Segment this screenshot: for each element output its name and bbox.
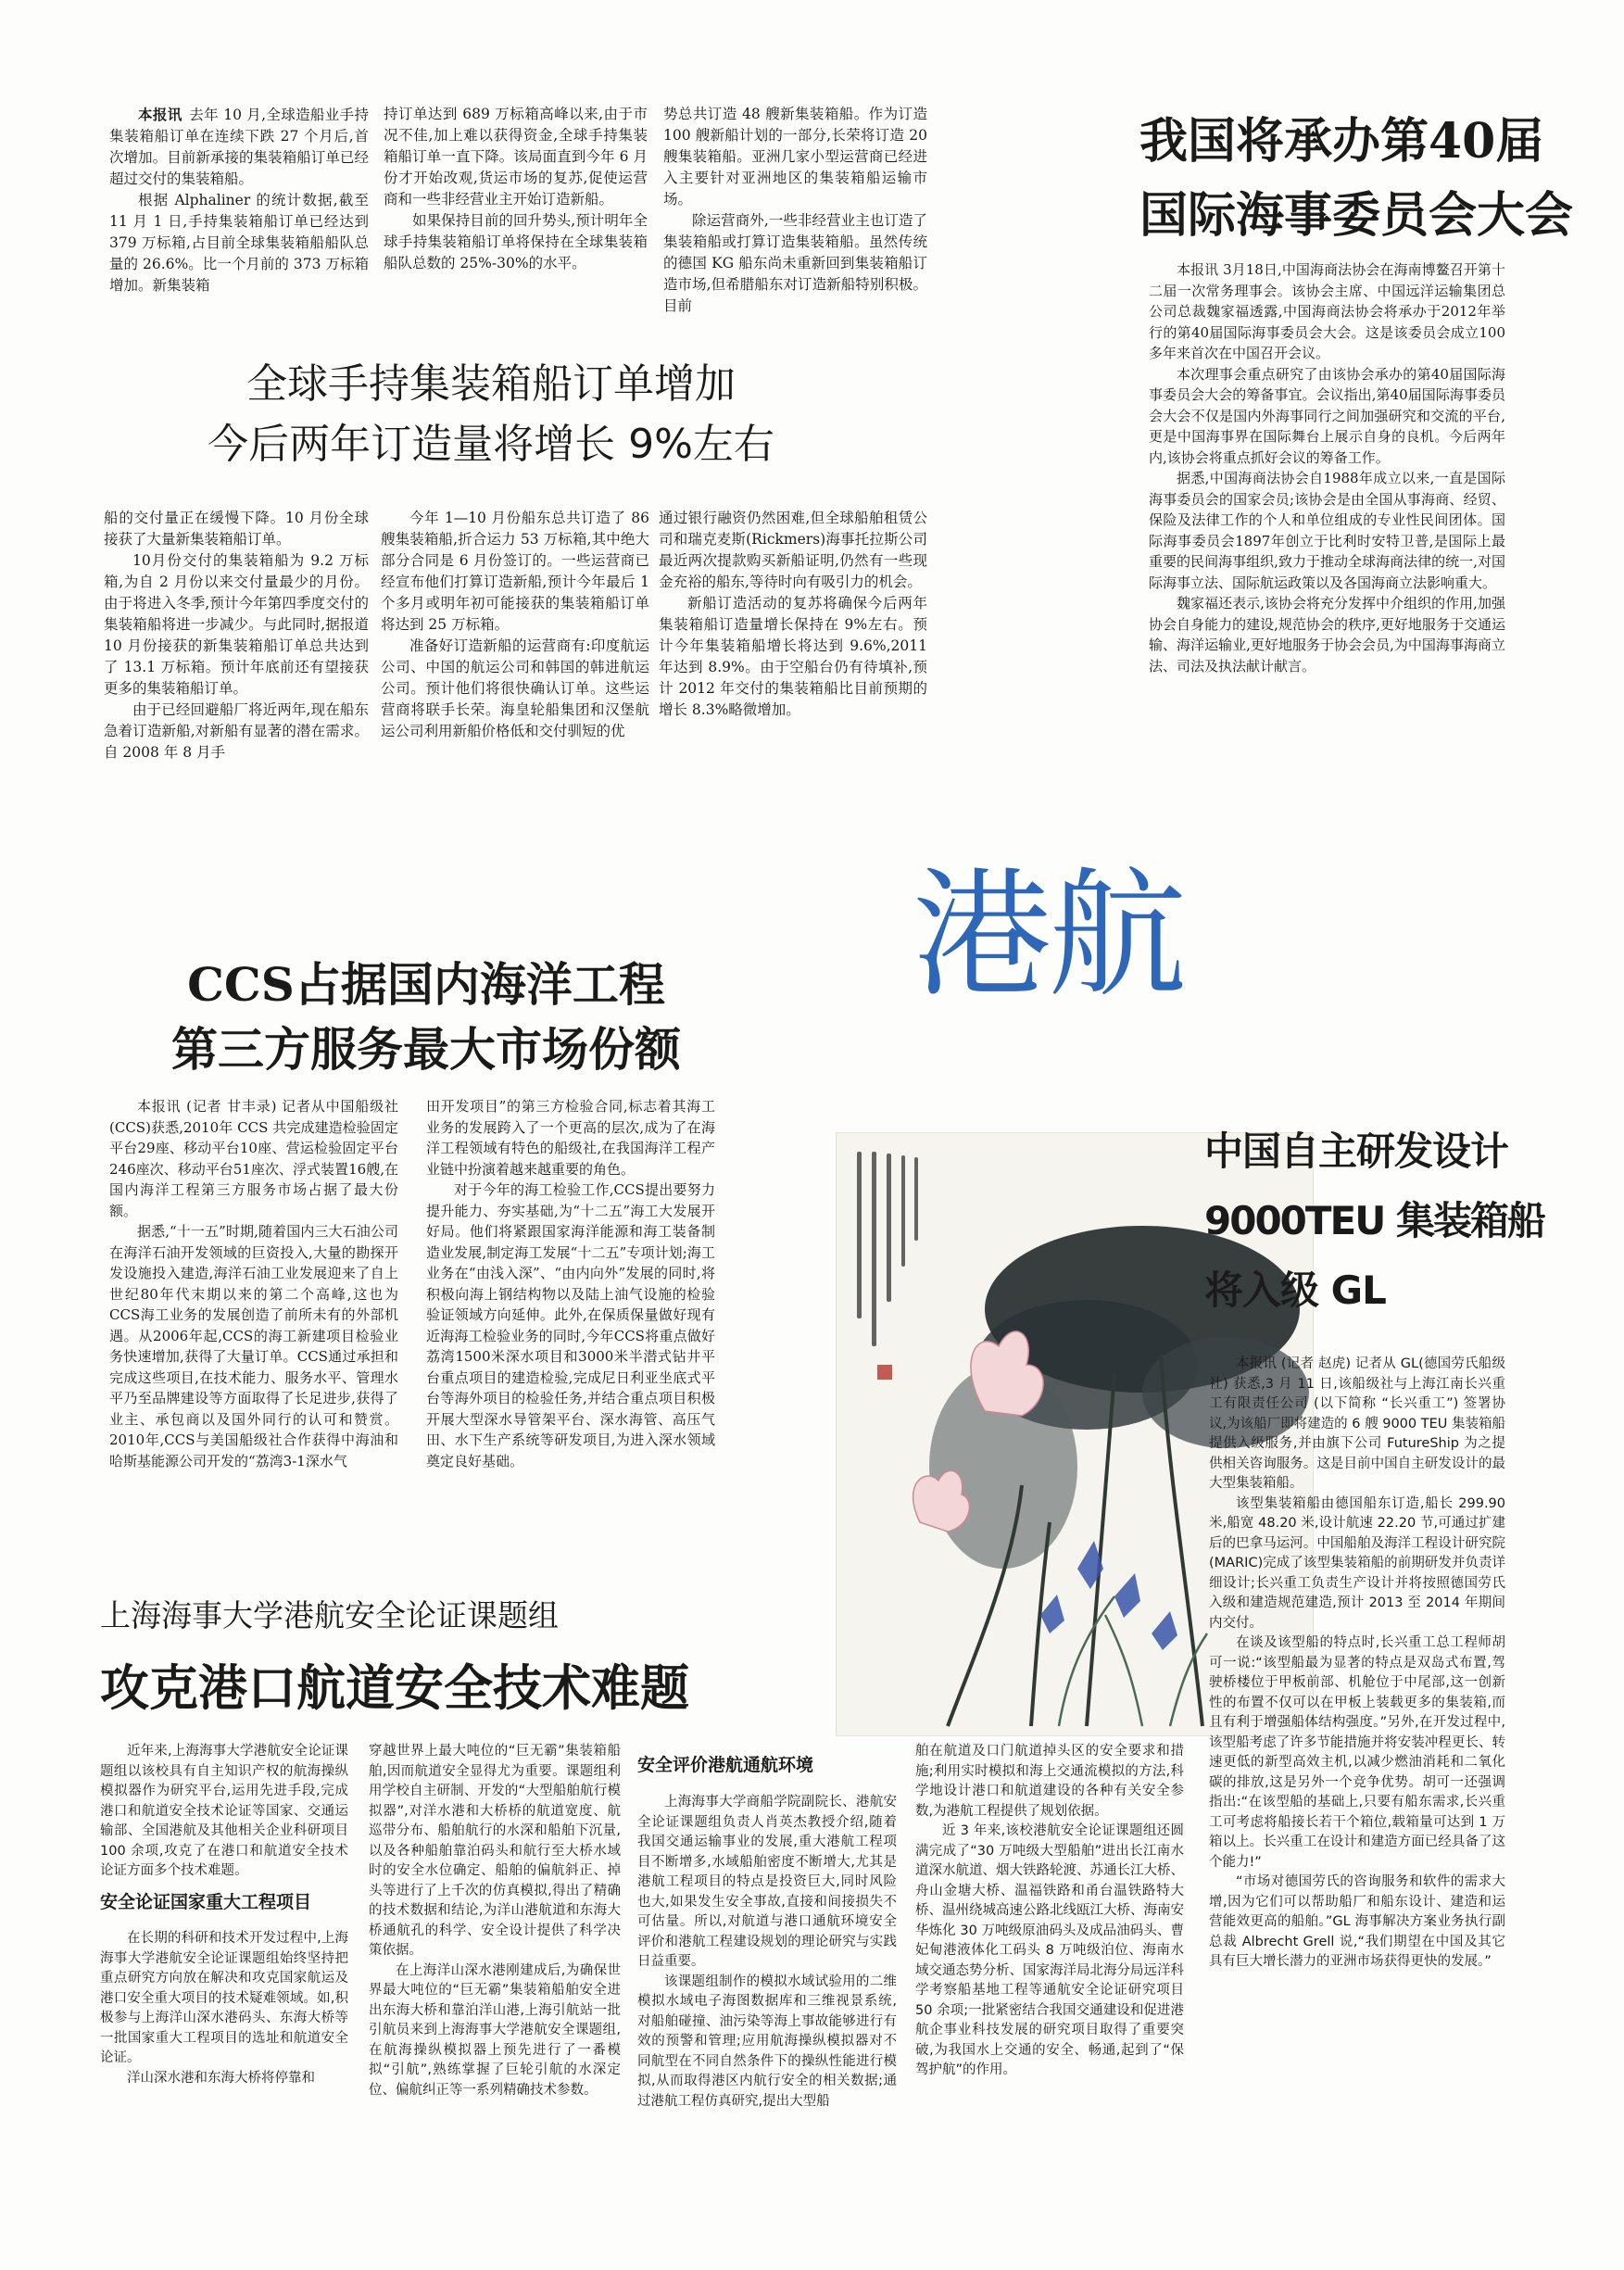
paragraph: 准备好订造新船的运营商有:印度航运公司、中国的航运公司和韩国的韩进航运公司。预计他们将很快确认订单。这些运营商将联手长荣。海皇轮船集团和汉堡航运公司利用新船价格低和交付驯短的优 bbox=[381, 637, 649, 739]
paragraph: 该型集装箱船由德国船东订造,船长 299.90 米,船宽 48.20 米,设计航速 22.20 节,可通过扩建后的巴拿马运河。中国船舶及海洋工程设计研究院(MARIC)完成了该型集装箱船的前期研发并负责详细设计;长兴重工负责生产设计并将按照德国劳氏入级和建造规范建造,预计 2013 至 2014 年期间内交付。 bbox=[1209, 1495, 1505, 1631]
paragraph: 本报讯 (记者 甘丰录) 记者从中国船级社(CCS)获悉,2010年 CCS 共完成建造检验固定平台29座、移动平台10座、营运检验固定平台246座次、移动平台51座次、浮式装置16艘,在国内海洋工程第三方服务市场占据了最大份额。 bbox=[109, 1098, 398, 1219]
ccs-article-col-1 bbox=[109, 1096, 398, 1550]
cmi-article-body bbox=[1149, 259, 1505, 825]
shipping-article-lower-col-2 bbox=[381, 508, 649, 786]
paragraph: 本报讯 (记者 赵虎) 记者从 GL(德国劳氏船级社) 获悉,3 月 11 日,该船级社与上海江南长兴重工有限责任公司 (以下简称 “长兴重工”) 签署协议,为该船厂即将建造的 6 艘 9000 TEU 集装箱船提供入级服务,并由旗下公司 FutureShip 为之提供相关咨询服务。这是目前中国自主研发设计的最大型集装箱船。 bbox=[1209, 1356, 1505, 1491]
paragraph: 舶在航道及口门航道掉头区的安全要求和措施;利用实时模拟和海上交通流模拟的方法,科学地设计港口和航道建设的各种有关安全参数,为港航工程提供了规划依据。 bbox=[915, 1744, 1184, 1819]
paragraph: 本报讯 3月18日,中国海商法协会在海南博鳌召开第十二届一次常务理事会。该协会主席、中国远洋运输集团总公司总裁魏家福透露,中国海商法协会将承办于2012年举行的第40届国际海事委员会大会。这是该委员会成立100多年来首次在中国召开会议。 bbox=[1149, 261, 1505, 361]
paragraph: 持订单达到 689 万标箱高峰以来,由于市况不佳,加上难以获得资金,全球手持集装箱船订单一直下降。该局面直到今年 6 月份才开始改观,货运市场的复苏,促使运营商和一些非经营业主开始订造新船。 bbox=[384, 106, 648, 208]
paragraph: 田开发项目”的第三方检验合同,标志着其海工业务的发展跨入了一个更高的层次,成为了在海洋工程领域有特色的船级社,在我国海洋工程产业链中扮演着越来越重要的角色。 bbox=[426, 1098, 715, 1178]
cmi-headline-line-1: 我国将承办第40届 bbox=[1139, 113, 1544, 170]
paragraph: 据悉,中国海商法协会自1988年成立以来,一直是国际海事委员会的国家会员;该协会是由全国从事海商、经贸、保险及法律工作的个人和单位组成的专业性民间团体。国际海事委员会1897年创立于比利时安特卫普,是国际上最重要的民间海事组织,致力于推动全球海商法律的统一,对国际海事立法、国际航运政策以及各国海商立法影响重大。 bbox=[1149, 470, 1505, 591]
gl-headline-line-1: 中国自主研发设计 bbox=[1204, 1129, 1509, 1174]
shipping-article-upper-col-1 bbox=[109, 104, 369, 317]
paragraph: 在谈及该型船的特点时,长兴重工总工程师胡可一说:“该型船最为显著的特点是双岛式布置,驾驶桥楼位于甲板前部、机舱位于中尾部,这一创新性的布置不仅可以在甲板上装载更多的集装箱,而且有利于增强船体结构强度。”另外,在开发过程中,该型船考虑了许多节能措施并将安装冲程更长、转速更低的新型高效主机,以减少燃油消耗和二氧化碳的排放,这是另外一个竞争优势。胡可一还强调指出:“在该型船的基础上,只要有船东需求,长兴重工可考虑将船接长若干个箱位,载箱量可达到 1 万箱以上。长兴重工在设计和建造方面已经具备了这个能力!” bbox=[1209, 1635, 1505, 1870]
paragraph: 新船订造活动的复苏将确保今后两年集装箱船订造量增长保持在 9%左右。预计今年集装箱船增长将达到 9.6%,2011 年达到 8.9%。由于空船台仍有待填补,预计 2012 年交付的集装箱船比目前预期的增长 8.3%略微增加。 bbox=[659, 595, 927, 718]
paragraph: 今年 1—10 月份船东总共订造了 86 艘集装箱船,折合运力 53 万标箱,其中绝大部分合同是 6 月份签订的。一些运营商已经宣布他们打算订造新船,预计今年最后 1 个多月或明年初可能接获的集装箱船订单将达到 25 万标箱。 bbox=[381, 510, 649, 633]
paragraph: 对于今年的海工检验工作,CCS提出要努力提升能力、夯实基础,为“十二五”海工大发展开好局。他们将紧跟国家海洋能源和海工装备制造业发展,制定海工发展“十二五”专项计划;海工业务在“由浅入深”、“由内向外”发展的同时,将积极向海上钢结构物以及陆上油气设施的检验验证领域方向延伸。此外,在保质保量做好现有近海海工检验业务的同时,今年CCS将重点做好荔湾1500米深水项目和3000米半潜式钻井平台重点项目的建造检验,完成尼日利亚坐底式平台等海外项目的检验任务,并结合重点项目积极开展大型深水导管架平台、深水海管、高压气田、水下生产系统等研发项目,为进入深水领域奠定良好基础。 bbox=[426, 1181, 715, 1469]
smu-article-col-2 bbox=[369, 1742, 621, 2228]
shipping-article-upper-col-2 bbox=[384, 104, 648, 317]
paragraph: “市场对德国劳氏的咨询服务和软件的需求大增,因为它们可以帮助船厂和船东设计、建造和运营能效更高的船舶。”GL 海事解决方案业务执行副总裁 Albrecht Grell 说,“我们期望在中国及其它具有巨大增长潜力的亚洲市场获得更快的发展。” bbox=[1209, 1874, 1505, 1969]
ccs-headline-line-1: CCS占据国内海洋工程 bbox=[187, 957, 665, 1012]
paragraph: 如果保持目前的回升势头,预计明年全球手持集装箱船订单将保持在全球集装箱船队总数的 25%-30%的水平。 bbox=[384, 212, 648, 271]
smu-article-col-1 bbox=[100, 1742, 348, 1878]
smu-article-col-1b bbox=[100, 1929, 348, 2226]
byline: 本报讯 bbox=[138, 106, 183, 123]
paragraph: 魏家福还表示,该协会将充分发挥中介组织的作用,加强协会自身能力的建设,规范协会的秩序,更好地服务于交通运输、海洋运输业,更好地服务于协会会员,为中国海事海商立法、司法及执法献计献言。 bbox=[1149, 595, 1505, 675]
section-label: 港航 bbox=[913, 855, 1184, 1016]
ccs-headline-line-2: 第三方服务最大市场份额 bbox=[171, 1022, 681, 1077]
shipping-article-lower-col-3 bbox=[659, 508, 927, 786]
paragraph: 船的交付量正在缓慢下降。10 月份全球接获了大量新集装箱船订单。 bbox=[104, 510, 369, 548]
paragraph: 除运营商外,一些非经营业主也订造了集装箱船或打算订造集装箱船。虽然传统的德国 KG 船东尚未重新回到集装箱船订造市场,但希腊船东对订造新船特别积极。目前 bbox=[663, 212, 927, 314]
paragraph: 该课题组制作的模拟水域试验用的二维模拟水域电子海图数据库和三维视景系统,对船舶碰撞、油污染等海上事故能够进行有效的预警和管理;应用航海操纵模拟器对不同航型在不同自然条件下的操纵性能进行模拟,从而取得港区内航行安全的相关数据;通过港航工程仿真研究,提出大型船 bbox=[637, 1974, 897, 2109]
shipping-headline-line-1: 全球手持集装箱船订单增加 bbox=[246, 360, 736, 408]
gl-headline-line-3: 将入级 GL bbox=[1204, 1267, 1386, 1313]
cmi-headline-line-2: 国际海事委员会大会 bbox=[1139, 187, 1574, 244]
paragraph: 本报讯 去年 10 月,全球造船业手持集装箱船订单在连续下跌 27 个月后,首次增加。目前新承接的集装箱船订单已经超过交付的集装箱船。 bbox=[109, 106, 369, 187]
paragraph: 由于已经回避船厂将近两年,现在船东急着订造新船,对新船有显著的潜在需求。自 2008 年 8 月手 bbox=[104, 701, 369, 761]
paragraph: 近年来,上海海事大学港航安全论证课题组以该校具有自主知识产权的航海操纵模拟器作为研究平台,运用先进手段,完成港口和航道安全技术论证等国家、交通运输部、全国港航及其他相关企业科研项目 100 余项,攻克了在港口和航道安全技术论证方面多个技术难题。 bbox=[100, 1744, 348, 1878]
paragraph: 穿越世界上最大吨位的“巨无霸”集装箱船舶,因而航道安全显得尤为重要。课题组利用学校自主研制、开发的“大型船舶航行模拟器”,对洋水港和大桥桥的航道宽度、航巡带分布、船舶航行的水深和船舶下沉量,以及各种船舶靠泊码头和航行至大桥水域时的安全水位确定、船舶的偏航斜正、掉头等进行了上千次的仿真模拟,得出了精确的技术数据和结论,为洋山港航道和东海大桥通航孔的科学、安全设计提供了科学决策依据。 bbox=[369, 1744, 621, 1958]
paragraph: 在长期的科研和技术开发过程中,上海海事大学港航安全论证课题组始终坚持把重点研究方向放在解决和攻克国家航运及港口安全重大项目的技术疑难领域。如,积极参与上海洋山深水港码头、东海大桥等一批国家重大工程项目的选址和航道安全论证。 bbox=[100, 1931, 348, 2065]
smu-kicker: 上海海事大学港航安全论证课题组 bbox=[100, 1597, 559, 1633]
paragraph: 势总共订造 48 艘新集装箱船。作为订造 100 艘新船计划的一部分,长荣将订造 20 艘集装箱船。亚洲几家小型运营商已经进入主要针对亚洲地区的集装箱船运输市场。 bbox=[663, 106, 927, 208]
paragraph: 通过银行融资仍然困难,但全球船舶租赁公司和瑞克麦斯(Rickmers)海事托拉斯公司最近两次提款购买新船证明,仍然有一些现金充裕的船东,等待时向有吸引力的机会。 bbox=[659, 510, 927, 590]
smu-subhead-2: 安全评价港航通航环境 bbox=[637, 1755, 814, 1775]
gl-headline-line-2: 9000TEU 集装箱船 bbox=[1204, 1198, 1544, 1243]
shipping-headline-line-2: 今后两年订造量将增长 9%左右 bbox=[208, 421, 774, 468]
smu-article-col-4 bbox=[915, 1742, 1184, 2228]
smu-headline: 攻克港口航道安全技术难题 bbox=[100, 1660, 689, 1717]
paragraph: 上海海事大学商船学院副院长、港航安全论证课题组负责人肖英杰教授介绍,随着我国交通运输事业的发展,重大港航工程项目不断增多,水域船舶密度不断增大,尤其是港航工程项目的特点是投资巨大,同时风险也大,如果发生安全事故,直接和间接损失不可估量。所以,对航道与港口通航环境安全评价和港航工程建设规划的理论研究与实践日益重要。 bbox=[637, 1795, 897, 1969]
paragraph: 本次理事会重点研究了由该协会承办的第40届国际海事委员会大会的筹备事宜。会议指出,第40届国际海事委员会大会不仅是国内外海事同行之间加强研究和交流的平台,更是中国海事界在国际舞台上展示自身的良机。今后两年内,该协会将重点抓好会议的筹备工作。 bbox=[1149, 365, 1505, 466]
ccs-article-col-2 bbox=[426, 1096, 715, 1550]
shipping-article-lower-col-1 bbox=[104, 508, 369, 786]
shipping-article-upper-col-3 bbox=[663, 104, 927, 317]
paragraph: 根据 Alphaliner 的统计数据,截至 11 月 1 日,手持集装箱船订单已经达到 379 万标箱,占目前全球集装箱船船队总量的 26.6%。比一个月前的 373 万标箱增加。新集装箱 bbox=[109, 192, 369, 294]
smu-subhead-1: 安全论证国家重大工程项目 bbox=[100, 1892, 312, 1912]
paragraph: 据悉,“十一五”时期,随着国内三大石油公司在海洋石油开发领域的巨资投入,大量的勘探开发设施投入建造,海洋石油工业发展迎来了自上世纪80年代末期以来的第二个高峰,这也为CCS海工业务的发展创造了前所未有的外部机遇。从2006年起,CCS的海工新建项目检验业务快速增加,获得了大量订单。CCS通过承担和完成这些项目,在技术能力、服务水平、管理水平乃至品牌建设等方面取得了长足进步,获得了业主、承包商以及国外同行的认可和赞赏。2010年,CCS与美国船级社合作获得中海油和哈斯基能源公司开发的“荔湾3-1深水气 bbox=[109, 1223, 398, 1469]
gl-article-body bbox=[1209, 1355, 1505, 2235]
paragraph: 近 3 年来,该校港航安全论证课题组还圆满完成了“30 万吨级大型船舶”进出长江南水道深水航道、烟大铁路轮渡、苏通长江大桥、舟山金塘大桥、温福铁路和甬台温铁路特大桥、温州绕城高速公路北线瓯江大桥、海南安华炼化 30 万吨级原油码头及成品油码头、曹妃甸港液体化工码头 8 万吨级泊位、海南水域交通态势分析、国家海洋局北海分局远洋科学考察船基地工程等通航安全论证研究项目 50 余项;一批紧密结合我国交通建设和促进港航企事业科技发展的研究项目取得了重要突破,为我国水上交通的安全、畅通,起到了“保驾护航”的作用。 bbox=[915, 1823, 1184, 2077]
paragraph: 在上海洋山深水港刚建成后,为确保世界最大吨位的“巨无霸”集装箱船舶安全进出东海大桥和靠泊洋山港,上海引航站一批引航员来到上海海事大学港航安全课题组,在航海操纵模拟器上预先进行了一番模拟“引航”,熟练掌握了巨轮引航的水深定位、偏航纠正等一系列精确技术参数。 bbox=[369, 1962, 621, 2098]
paragraph: 洋山深水港和东海大桥将停靠和 bbox=[127, 2070, 315, 2086]
paragraph: 10月份交付的集装箱船为 9.2 万标箱,为自 2 月份以来交付量最少的月份。由于将进入冬季,预计今年第四季度交付的集装箱船将进一步减少。与此同时,据报道 10 月份接获的新集装箱船订单总共达到了 13.1 万标箱。预计年底前还有望接获更多的集装箱船订单。 bbox=[104, 552, 369, 697]
smu-article-col-3 bbox=[637, 1793, 897, 2228]
